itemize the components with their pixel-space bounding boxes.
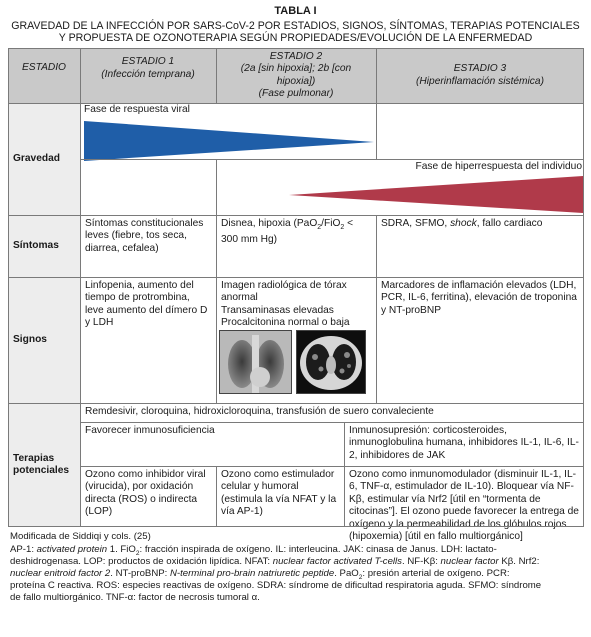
fn3a: nuclear enitroid factor 2 — [10, 568, 111, 579]
terapias-ozono-1: Ozono como inhibidor viral (virucida), por oxidación directa (ROS) o indirecta (LOP) — [85, 469, 206, 518]
terapias-inmunosupresion: Inmunosupresión: corticosteroides, inmunoglobulina humana, inhibidores IL-1, IL-6, IL-2, inhibidores de JAK — [349, 425, 579, 461]
header-stage-1: ESTADIO 1 (Infección temprana) — [80, 48, 216, 89]
ozono3-line2: Bloquear vía NF-Kβ, estimular vía Nrf2 [útil en “tormenta de citocinas”]. — [349, 481, 574, 518]
caption-line-2: Y PROPUESTA DE OZONOTERAPIA SEGÚN PROPIEDADES/EVOLUCIÓN DE LA ENFERMEDAD — [58, 32, 533, 44]
fn3b: . NT-proBNP: — [110, 568, 170, 579]
sint2-sub2: 2 — [340, 224, 345, 232]
sint2-sub1: 2 — [317, 224, 322, 232]
ozono3-line3: El ozono puede favorecer la entrega de oxígeno y la permeabilidad de los glóbulos rojos (hipoxemia) [útil en fallo multiorgánico] — [349, 506, 579, 543]
table-label: TABLA I — [274, 5, 317, 17]
row-label-gravedad: Gravedad — [8, 103, 80, 215]
fn2c: . NF-Kβ: — [401, 556, 441, 567]
signos-stage-3: Marcadores de inflamación elevados (LDH, PCR, IL-6, ferritina), elevación de troponina y NT-proBNP — [381, 280, 577, 316]
fn2e: Kβ. Nrf2: — [498, 556, 540, 567]
fn3c: N-terminal pro-brain natriuretic peptide — [169, 568, 335, 579]
footnote-line-2 — [10, 556, 585, 568]
sint2-a: Disnea, hipoxia (PaO — [221, 218, 318, 229]
viral-phase-label: Fase de respuesta viral — [84, 104, 190, 115]
fn2a: deshidrogenasa. LOP: productos de oxidación lipídica. NFAT: — [10, 556, 273, 567]
terapias-common: Remdesivir, cloroquina, hidroxicloroquina, transfusión de suero convaleciente — [85, 406, 434, 417]
footnote-source: Modificada de Siddiqi y cols. (25) — [10, 531, 151, 542]
terapias-favorecer: Favorecer inmunosuficiencia — [85, 425, 215, 436]
table-frame — [8, 48, 584, 527]
caption-line-1: GRAVEDAD DE LA INFECCIÓN POR SARS-CoV-2 POR ESTADIOS, SIGNOS, SÍNTOMAS, TERAPIAS POTENCIALES — [11, 20, 580, 32]
header-stage-2: ESTADIO 2 (2a [sin hipoxia]; 2b [con hipoxia]) (Fase pulmonar) — [216, 48, 376, 103]
terapias-ozono-2: Ozono como estimulador celular y humoral (estimula la vía NFAT y la vía AP-1) — [221, 469, 337, 518]
sint2-c: < 300 mm Hg) — [221, 218, 354, 246]
footnote-line-4: proteína C reactiva. ROS: especies reactivas de oxígeno. SDRA: síndrome de dificultad respiratoria aguda. SFMO: síndrome — [10, 580, 542, 591]
fn3d: . PaO — [334, 568, 359, 579]
sintomas-stage-1: Síntomas constitucionales leves (fiebre, tos seca, diarrea, cefalea) — [85, 218, 204, 254]
signos2-line1: Imagen radiológica de tórax anormal — [221, 280, 347, 304]
signos-stage-1: Linfopenia, aumento del tiempo de protrombina, leve aumento del dímero D y LDH — [85, 280, 208, 329]
fn1d: 2 — [135, 549, 140, 557]
footnote-line-5: de fallo multiorgánico. TNF-α: factor de necrosis tumoral α. — [10, 592, 260, 603]
fn1a: AP-1: — [10, 544, 37, 555]
fn2b: nuclear factor activated T-cells — [272, 556, 402, 567]
sint3-b: , fallo cardiaco — [476, 218, 543, 229]
table-caption — [0, 20, 591, 44]
ozono3-line1: Ozono como inmunomodulador (disminuir IL-1, IL-6, TNF-α, estimulador de IL-10). — [349, 469, 577, 493]
fn3f: : presión arterial de oxígeno. PCR: — [362, 568, 510, 579]
row-label-terapias: Terapias potenciales — [8, 403, 80, 527]
sint2-b: /FiO — [321, 218, 341, 229]
fn1c: 1. FiO — [107, 544, 136, 555]
fn2d: nuclear factor — [440, 556, 499, 567]
fn3e: 2 — [358, 573, 363, 581]
row-label-signos: Signos — [8, 277, 80, 403]
fn1b: activated protein — [36, 544, 108, 555]
signos2-line3: Procalcitonina normal o baja — [221, 317, 350, 329]
sint3-a: SDRA, SFMO, — [381, 218, 451, 229]
sint3-shock: shock — [450, 218, 477, 229]
header-stage-3: ESTADIO 3 (Hiperinflamación sistémica) — [376, 48, 584, 103]
hyper-phase-label: Fase de hiperrespuesta del individuo — [415, 161, 582, 172]
row-label-sintomas: Síntomas — [8, 215, 80, 277]
header-estadio: ESTADIO — [8, 48, 80, 89]
signos2-line2: Transaminasas elevadas — [221, 304, 334, 316]
fn1e: : fracción inspirada de oxígeno. IL: interleucina. JAK: cinasa de Janus. LDH: lactato- — [139, 544, 497, 555]
